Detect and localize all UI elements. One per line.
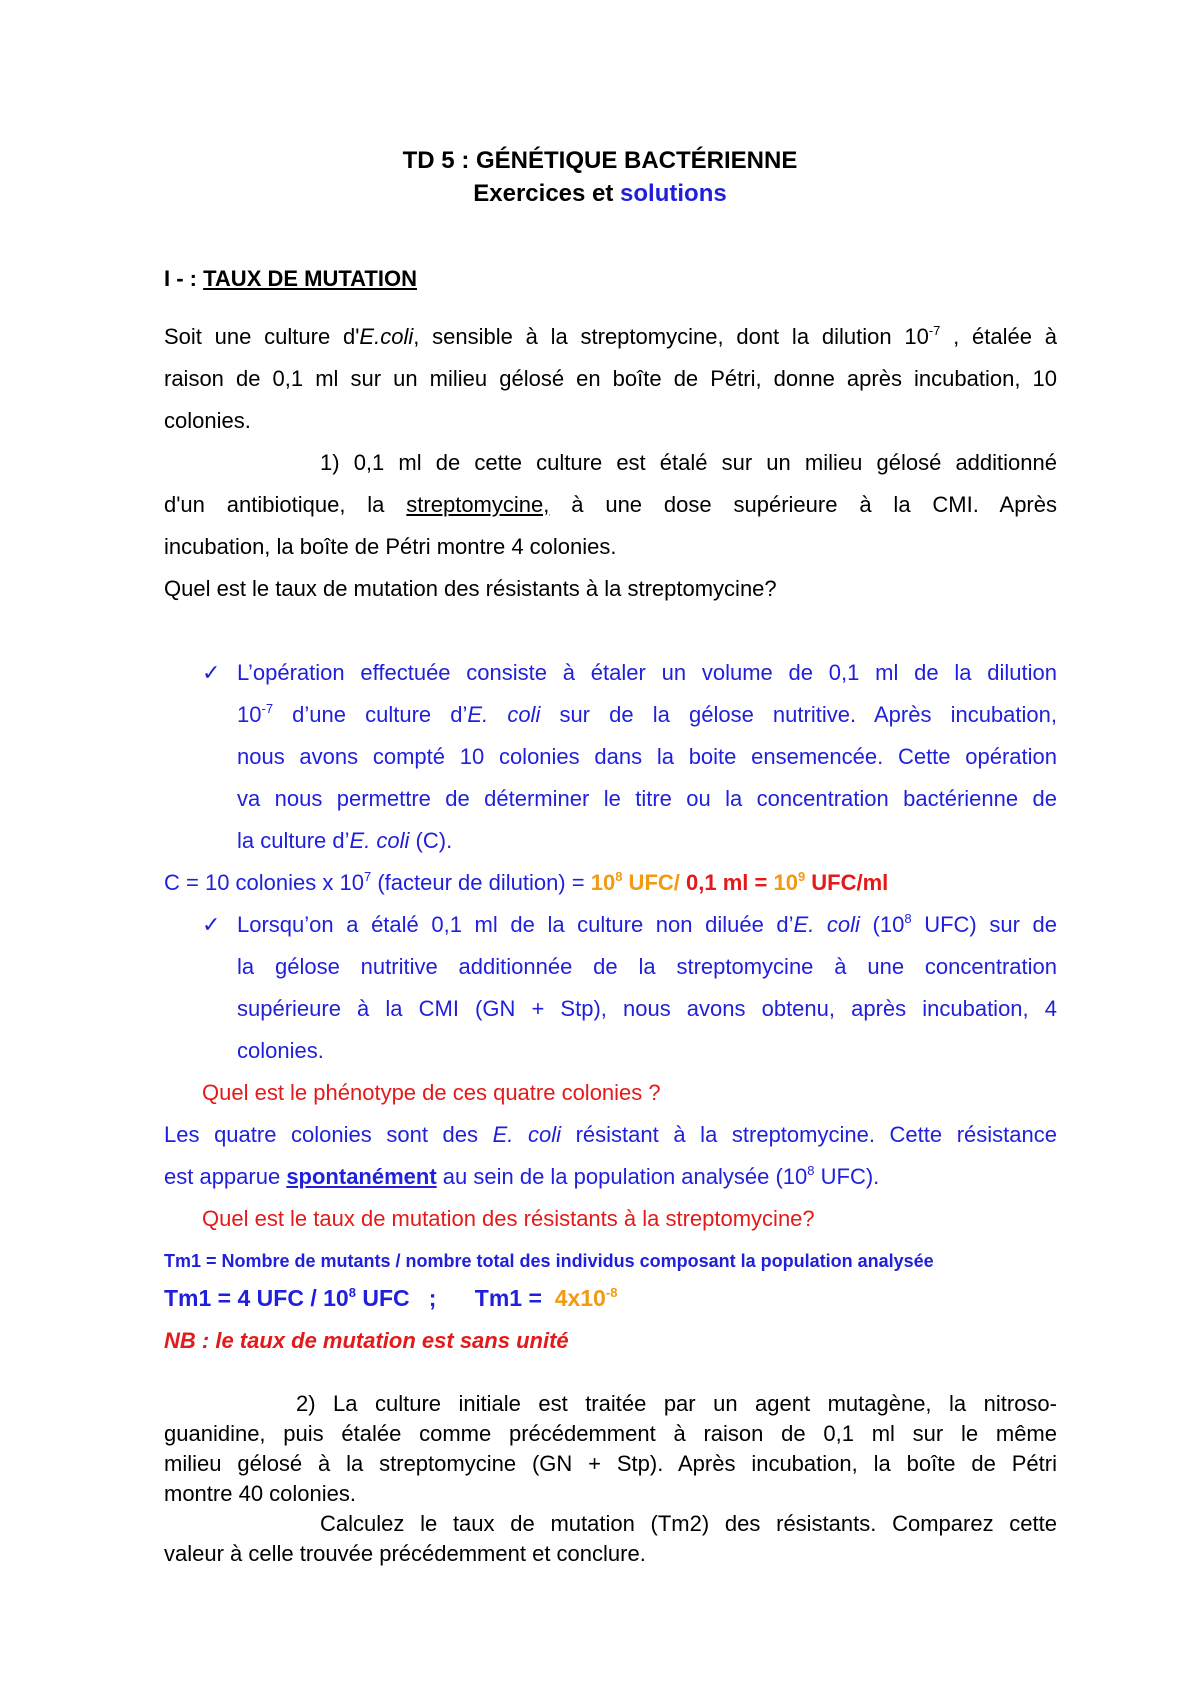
text: , sensible à la streptomycine, dont la dilution 10	[413, 324, 929, 349]
text: 10	[773, 870, 798, 895]
q1-line-1: 1) 0,1 ml de cette culture est étalé sur un milieu gélosé additionné	[320, 450, 1057, 475]
concentration-formula	[164, 870, 888, 896]
text: Soit une culture d'	[164, 324, 360, 349]
text: Lorsqu’on a étalé 0,1 ml de la culture non diluée d’	[237, 912, 794, 937]
sol-bullet2-line-2: la gélose nutritive additionnée de la streptomycine à une concentration	[237, 954, 1057, 979]
section-title: TAUX DE MUTATION	[203, 266, 417, 291]
exponent: -7	[261, 701, 274, 716]
intro-line-1	[164, 324, 1057, 350]
answer-line-1	[164, 1122, 1057, 1148]
sol-bullet1-line-1: L’opération effectuée consiste à étaler un volume de 0,1 ml de la dilution	[237, 660, 1057, 685]
text: UFC ; Tm1 =	[355, 1285, 555, 1311]
exponent: 9	[797, 869, 806, 884]
text: UFC/	[622, 870, 686, 895]
nb-note: NB : le taux de mutation est sans unité	[164, 1328, 569, 1353]
check-mark-icon: ✓	[202, 660, 221, 685]
text: au sein de la population analysée (10	[436, 1164, 808, 1189]
page-subtitle	[0, 181, 1200, 207]
tm1-calculation	[164, 1285, 617, 1311]
volume-text: 0,1 ml =	[686, 870, 774, 895]
text: UFC) sur de	[911, 912, 1057, 937]
exponent: -8	[605, 1285, 618, 1300]
sol-bullet2-line-1	[237, 912, 1057, 938]
mutation-rate-question: Quel est le taux de mutation des résistants à la streptomycine?	[202, 1206, 815, 1231]
text: (C).	[409, 828, 453, 853]
exponent: -7	[928, 323, 941, 338]
unit-text: UFC/ml	[805, 870, 889, 895]
sol-bullet1-line-2	[237, 702, 1057, 728]
text: Tm1 = 4 UFC / 10	[164, 1285, 349, 1311]
exponent: 7	[363, 869, 372, 884]
section-heading	[164, 266, 417, 292]
text: UFC).	[814, 1164, 880, 1189]
text: (facteur de dilution) =	[371, 870, 591, 895]
q1-question: Quel est le taux de mutation des résistants à la streptomycine?	[164, 576, 777, 601]
tm1-result	[555, 1285, 618, 1311]
section-number: I - :	[164, 266, 204, 291]
q1-line-3: incubation, la boîte de Pétri montre 4 colonies.	[164, 534, 617, 559]
text: (10	[859, 912, 905, 937]
text: 10	[237, 702, 262, 727]
species-name: E. coli	[492, 1122, 562, 1147]
text: d'un antibiotique, la	[164, 492, 407, 517]
sol-bullet2-line-3: supérieure à la CMI (GN + Stp), nous avons obtenu, après incubation, 4	[237, 996, 1057, 1021]
result-count	[591, 870, 686, 895]
sol-bullet1-line-4: va nous permettre de déterminer le titre ou la concentration bactérienne de	[237, 786, 1057, 811]
sol-bullet1-line-3: nous avons compté 10 colonies dans la boite ensemencée. Cette opération	[237, 744, 1057, 769]
q2-line-1: 2) La culture initiale est traitée par un agent mutagène, la nitroso-	[296, 1391, 1057, 1416]
species-name: E.coli	[359, 324, 414, 349]
q2-line-4: montre 40 colonies.	[164, 1481, 356, 1506]
text: d’une culture d’	[273, 702, 468, 727]
q2-line-3: milieu gélosé à la streptomycine (GN + Stp). Après incubation, la boîte de Pétri	[164, 1451, 1057, 1476]
phenotype-question: Quel est le phénotype de ces quatre colonies ?	[202, 1080, 661, 1105]
text: 4x10	[554, 1285, 606, 1311]
sol-bullet2-line-4: colonies.	[237, 1038, 324, 1063]
species-name: E. coli	[467, 702, 541, 727]
text: est apparue	[164, 1164, 287, 1189]
species-name: E. coli	[349, 828, 410, 853]
subtitle-exercises: Exercices et	[473, 180, 614, 207]
text: la culture d’	[237, 828, 350, 853]
exponent: 8	[348, 1285, 356, 1300]
sol-bullet1-line-5	[237, 828, 1057, 854]
result-concentration	[773, 870, 805, 895]
text: , étalée à	[940, 324, 1057, 349]
q1-line-2	[164, 492, 1057, 518]
text: 10	[590, 870, 616, 895]
page-title: TD 5 : GÉNÉTIQUE BACTÉRIENNE	[402, 147, 798, 174]
emphasis-term: spontanément	[286, 1164, 437, 1189]
species-name: E. coli	[793, 912, 860, 937]
exponent: 8	[615, 869, 623, 884]
answer-line-2	[164, 1164, 879, 1190]
intro-line-3: colonies.	[164, 408, 251, 433]
exponent: 8	[807, 1163, 815, 1178]
q2-line-6: valeur à celle trouvée précédemment et conclure.	[164, 1541, 646, 1566]
tm1-definition: Tm1 = Nombre de mutants / nombre total des individus composant la population analysée	[164, 1251, 934, 1271]
text: sur de la gélose nutritive. Après incubation,	[540, 702, 1057, 727]
text: résistant à la streptomycine. Cette résistance	[561, 1122, 1057, 1147]
text: C = 10 colonies x 10	[164, 870, 364, 895]
q2-line-2: guanidine, puis étalée comme précédemment à raison de 0,1 ml sur le même	[164, 1421, 1057, 1446]
subtitle-solutions: solutions	[620, 180, 727, 207]
text: Les quatre colonies sont des	[164, 1122, 493, 1147]
q2-line-5: Calculez le taux de mutation (Tm2) des résistants. Comparez cette	[320, 1511, 1057, 1536]
check-mark-icon: ✓	[202, 912, 221, 937]
intro-line-2: raison de 0,1 ml sur un milieu gélosé en boîte de Pétri, donne après incubation, 10	[164, 366, 1057, 391]
underlined-term: streptomycine,	[406, 492, 550, 517]
text: à une dose supérieure à la CMI. Après	[549, 492, 1057, 517]
exponent: 8	[904, 911, 912, 926]
